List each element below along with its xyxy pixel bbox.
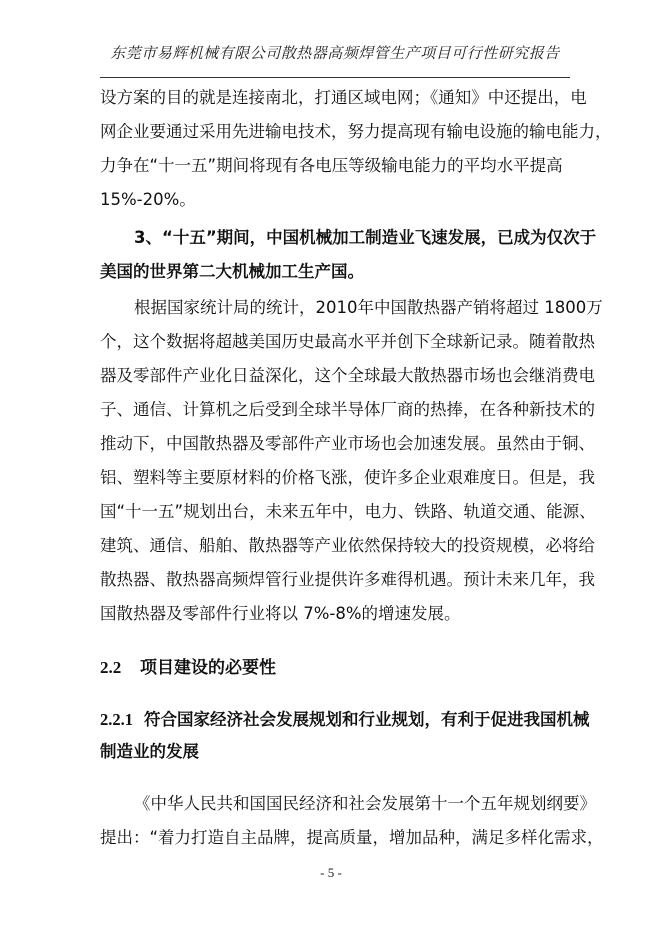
- subsection-title-line1: 符合国家经济社会发展规划和行业规划，有利于促进我国机械: [144, 710, 590, 729]
- paragraph-line: 建筑、通信、船舶、散热器等产业依然保持较大的投资规模，必将给: [100, 536, 595, 555]
- page-number: - 5 -: [320, 865, 342, 880]
- running-header: 东莞市易辉机械有限公司散热器高频焊管生产项目可行性研究报告: [110, 44, 560, 62]
- paragraph-line: 器及零部件产业化日益深化，这个全球最大散热器市场也会继消费电: [100, 366, 595, 385]
- paragraph-line: 根据国家统计局的统计，2010年中国散热器产销将超过 1800万: [134, 298, 603, 317]
- subsection-heading: [100, 710, 590, 730]
- paragraph-line: 国散热器及零部件行业将以 7%-8%的增速发展。: [100, 604, 461, 623]
- section-heading: [100, 658, 276, 678]
- subsection-title-line2: 制造业的发展: [100, 742, 199, 761]
- paragraph-line: 散热器、散热器高频焊管行业提供许多难得机遇。预计未来几年，我: [100, 570, 595, 589]
- bold-point-line: 美国的世界第二大机械加工生产国。: [100, 262, 364, 281]
- paragraph-line: 推动下，中国散热器及零部件产业市场也会加速发展。虽然由于铜、: [100, 434, 595, 453]
- paragraph-line: 提出：“着力打造自主品牌，提高质量，增加品种，满足多样化需求，: [100, 828, 604, 847]
- paragraph-line: 子、通信、计算机之后受到全球半导体厂商的热捧，在各种新技术的: [100, 400, 595, 419]
- section-number: 2.2: [100, 658, 122, 677]
- paragraph-line: 网企业要通过采用先进输电技术，努力提高现有输电设施的输电能力，: [100, 122, 612, 141]
- paragraph-line: 个，这个数据将超越美国历史最高水平并创下全球新记录。随着散热: [100, 332, 595, 351]
- section-title: 项目建设的必要性: [140, 658, 276, 678]
- paragraph-line: 设方案的目的就是连接南北，打通区域电网；《通知》中还提出，电: [100, 88, 587, 107]
- paragraph-line: 《中华人民共和国国民经济和社会发展第十一个五年规划纲要》: [134, 794, 596, 813]
- subsection-number: 2.2.1: [100, 710, 133, 729]
- paragraph-line: 15%-20%。: [100, 190, 196, 209]
- header-rule: [100, 77, 570, 78]
- bold-point-line: 3、“十五”期间，中国机械加工制造业飞速发展，已成为仅次于: [134, 228, 597, 247]
- paragraph-line: 铝、塑料等主要原材料的价格飞涨，使许多企业艰难度日。但是，我: [100, 468, 595, 487]
- paragraph-line: 力争在“十一五”期间将现有各电压等级输电能力的平均水平提高: [100, 156, 563, 175]
- paragraph-line: 国“十一五”规划出台，未来五年中，电力、铁路、轨道交通、能源、: [100, 502, 596, 521]
